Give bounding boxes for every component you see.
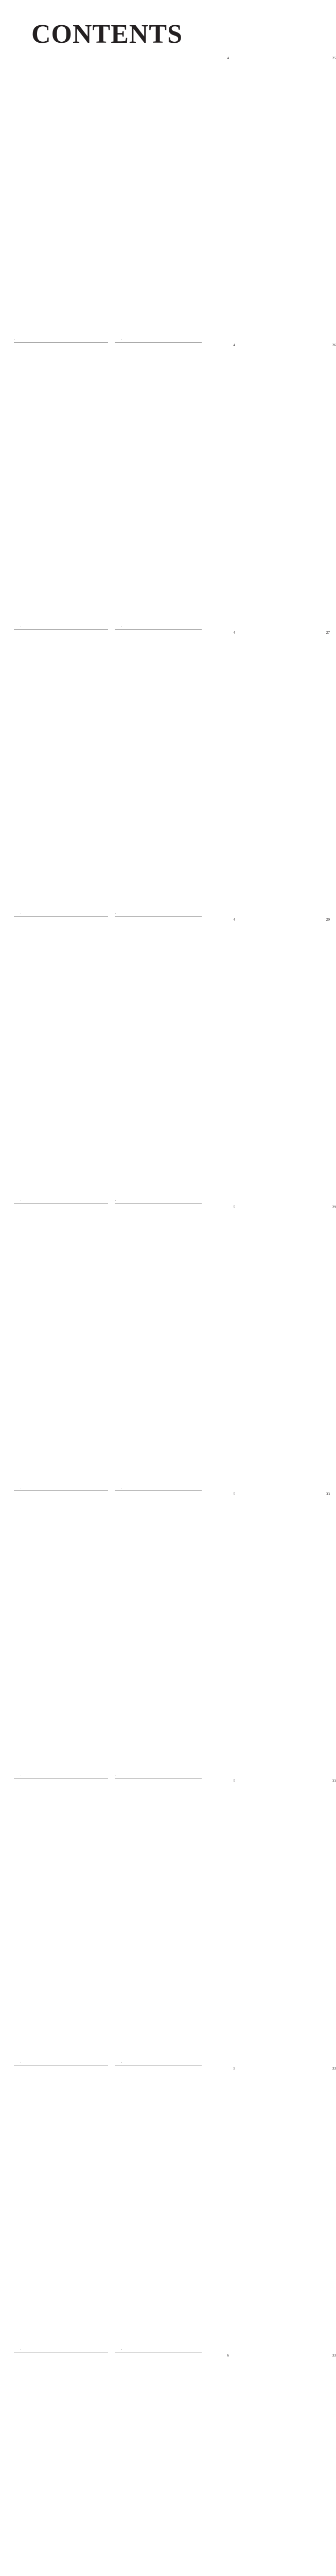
toc-page-number: 29 xyxy=(332,1204,336,1209)
page-title: CONTENTS xyxy=(31,20,183,49)
toc-entry xyxy=(115,630,330,916)
toc-page-number: 27 xyxy=(326,630,330,635)
toc-entry xyxy=(14,1204,235,1490)
toc-entry xyxy=(115,1778,336,2064)
toc-entry xyxy=(14,1778,235,2064)
toc-entry xyxy=(14,343,235,629)
toc-page-number: 4 xyxy=(233,343,235,348)
toc-left-column xyxy=(14,56,235,2576)
toc-page-number: 4 xyxy=(227,56,229,60)
toc-page-number: 33 xyxy=(332,2353,336,2358)
toc-entry xyxy=(115,2353,336,2576)
toc-entry xyxy=(115,343,336,629)
toc-page-number: 33 xyxy=(332,2065,336,2071)
toc-page-number: 26 xyxy=(332,343,336,348)
toc-page-number: 4 xyxy=(233,630,235,635)
toc-entry xyxy=(14,917,235,1203)
toc-page-number: 5 xyxy=(233,1491,235,1496)
toc-entry xyxy=(115,917,330,1203)
toc-entry xyxy=(14,1491,235,1777)
toc-page-number: 5 xyxy=(233,2065,235,2071)
toc-page-number: 6 xyxy=(227,2353,229,2358)
toc-right-column xyxy=(115,56,336,2576)
toc-page-number: 33 xyxy=(332,1778,336,1784)
toc-entry xyxy=(115,1204,336,1490)
toc-page-number: 5 xyxy=(233,1204,235,1209)
toc-page-number: 25 xyxy=(332,56,336,60)
toc-entry xyxy=(14,2065,235,2352)
toc-entry xyxy=(14,630,235,916)
toc-page-number: 5 xyxy=(233,1778,235,1784)
toc-page-number: 29 xyxy=(326,917,330,922)
toc-page-number: 33 xyxy=(326,1491,330,1496)
toc-entry xyxy=(115,56,336,342)
toc-entry xyxy=(115,2065,336,2352)
toc-page-number: 4 xyxy=(233,917,235,922)
toc-entry xyxy=(14,56,229,342)
toc-entry xyxy=(14,2353,229,2576)
toc-entry xyxy=(115,1491,330,1777)
